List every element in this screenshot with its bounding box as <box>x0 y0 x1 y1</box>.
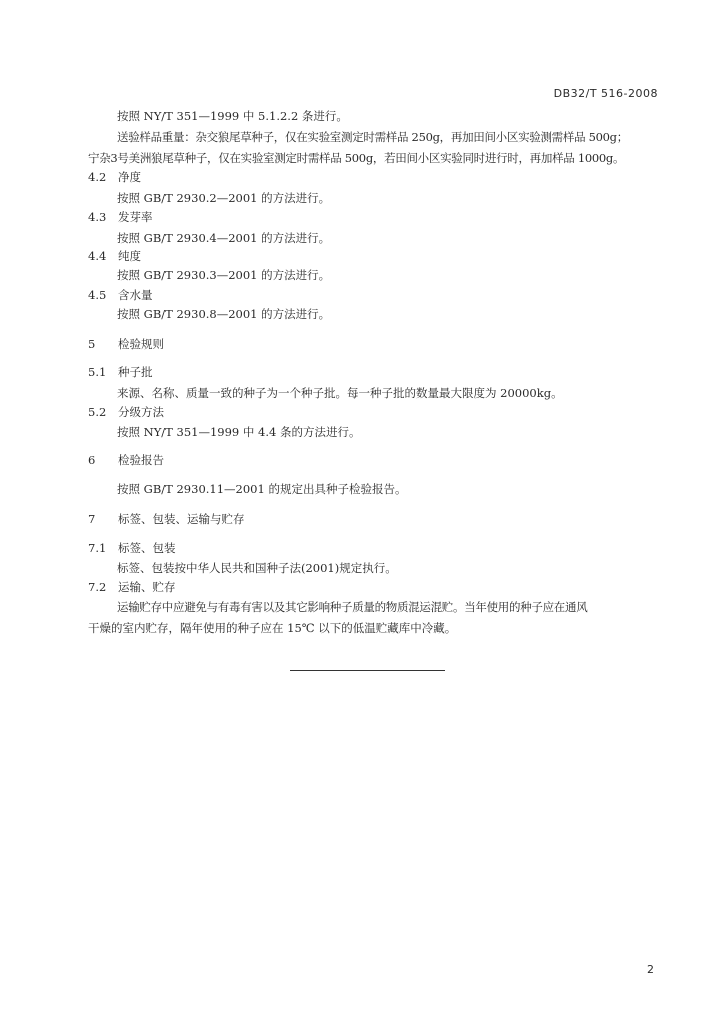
section-number: 4.2 <box>88 170 107 184</box>
section-heading-5 <box>88 337 164 351</box>
paragraph-line: 按照 GB/T 2930.8—2001 的方法进行。 <box>117 307 331 321</box>
paragraph-line: 标签、包装按中华人民共和国种子法(2001)规定执行。 <box>117 561 397 575</box>
section-title: 检验规则 <box>118 337 164 351</box>
section-number: 7.1 <box>88 541 107 555</box>
section-heading-4-3 <box>88 210 153 224</box>
section-title: 净度 <box>118 170 141 184</box>
paragraph-line: 按照 GB/T 2930.3—2001 的方法进行。 <box>117 268 331 282</box>
section-title: 种子批 <box>118 365 153 379</box>
section-number: 7.2 <box>88 580 107 594</box>
section-title: 分级方法 <box>118 405 164 419</box>
section-title: 纯度 <box>118 249 141 263</box>
section-heading-5-1 <box>88 365 153 379</box>
paragraph-line: 干燥的室内贮存，隔年使用的种子应在 15℃ 以下的低温贮藏库中冷藏。 <box>88 621 457 635</box>
paragraph-line: 送验样品重量：杂交狼尾草种子，仅在实验室测定时需样品 250g，再加田间小区实验测需样品 500g； <box>117 130 628 144</box>
section-title: 检验报告 <box>118 453 164 467</box>
section-heading-4-2 <box>88 170 141 184</box>
section-title: 标签、包装 <box>118 541 176 555</box>
section-number: 4.4 <box>88 249 107 263</box>
section-title: 含水量 <box>118 288 153 302</box>
section-heading-4-5 <box>88 288 153 302</box>
section-heading-4-4 <box>88 249 141 263</box>
section-number: 4.3 <box>88 210 107 224</box>
end-rule <box>290 670 445 671</box>
paragraph-line: 宁杂3号美洲狼尾草种子，仅在实验室测定时需样品 500g，若田间小区实验同时进行时，再加样品 1000g。 <box>88 151 625 165</box>
section-heading-7 <box>88 512 245 526</box>
section-number: 5 <box>88 337 96 351</box>
paragraph-line: 来源、名称、质量一致的种子为一个种子批。每一种子批的数量最大限度为 20000kg。 <box>117 386 563 400</box>
section-number: 5.1 <box>88 365 107 379</box>
page-number: 2 <box>647 963 654 976</box>
paragraph-line: 运输贮存中应避免与有毒有害以及其它影响种子质量的物质混运混贮。当年使用的种子应在通风 <box>117 600 588 614</box>
section-heading-7-2 <box>88 580 176 594</box>
paragraph-line: 按照 NY/T 351—1999 中 5.1.2.2 条进行。 <box>117 109 348 123</box>
section-heading-7-1 <box>88 541 176 555</box>
paragraph-line: 按照 GB/T 2930.4—2001 的方法进行。 <box>117 231 331 245</box>
section-number: 4.5 <box>88 288 107 302</box>
paragraph-line: 按照 NY/T 351—1999 中 4.4 条的方法进行。 <box>117 425 361 439</box>
paragraph-line: 按照 GB/T 2930.11—2001 的规定出具种子检验报告。 <box>117 482 407 496</box>
section-heading-6 <box>88 453 164 467</box>
section-title: 运输、贮存 <box>118 580 176 594</box>
paragraph-line: 按照 GB/T 2930.2—2001 的方法进行。 <box>117 191 331 205</box>
section-title: 发芽率 <box>118 210 153 224</box>
standard-code: DB32/T 516-2008 <box>553 87 658 100</box>
section-heading-5-2 <box>88 405 164 419</box>
section-number: 7 <box>88 512 96 526</box>
section-number: 6 <box>88 453 96 467</box>
section-number: 5.2 <box>88 405 107 419</box>
section-title: 标签、包装、运输与贮存 <box>118 512 245 526</box>
